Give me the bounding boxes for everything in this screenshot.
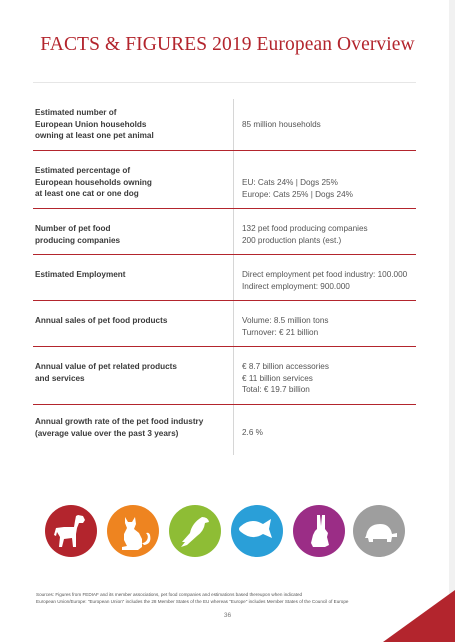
value-line: € 8.7 billion accessories [242,362,329,371]
column-divider [233,209,234,254]
bird-icon [169,505,221,557]
fact-value [242,177,418,200]
fish-icon [231,505,283,557]
label-line: producing companies [35,235,121,245]
value-line: 2.6 % [242,428,263,437]
value-line: Turnover: € 21 billion [242,327,319,337]
page-title: FACTS & FIGURES 2019 European Overview [40,34,415,55]
sources-line: Sources: Figures from FEDIAF and its member associations, pet food companies and estimations based thereupon when indicated [36,592,303,597]
value-line: Direct employment pet food industry: 100.000 [242,270,408,279]
column-divider [233,405,234,455]
value-line: Volume: 8.5 million tons [242,316,329,325]
value-line: € 11 billion services [242,373,313,383]
fact-row-related-value [33,347,416,405]
fact-value [242,315,418,338]
value-line: Indirect employment: 900.000 [242,281,350,291]
label-line: owning at least one pet animal [35,131,154,140]
fact-label [35,165,225,200]
title-rule [33,82,416,83]
fact-value [242,427,418,439]
label-line: European Union households [35,119,147,129]
column-divider [233,347,234,404]
fact-row-growth [33,405,416,455]
turtle-icon [353,505,405,557]
fact-label [35,107,225,142]
label-line: Annual sales of pet food products [35,316,168,325]
label-line: Estimated Employment [35,270,126,279]
value-line: 132 pet food producing companies [242,224,368,233]
page-number: 36 [223,612,232,619]
label-line: (average value over the past 3 years) [35,428,179,438]
column-divider [233,255,234,300]
label-line: at least one cat or one dog [35,189,139,198]
label-line: Annual growth rate of the pet food industry [35,417,204,426]
column-divider [233,99,234,150]
value-line: 200 production plants (est.) [242,235,342,245]
sources-footnote [36,592,416,605]
fact-label [35,416,225,439]
corner-decoration [375,590,455,642]
value-line: Europe: Cats 25% | Dogs 24% [242,189,353,199]
fact-label [35,223,225,246]
fact-value [242,223,418,246]
label-line: and services [35,373,85,383]
value-line: 85 million households [242,120,321,129]
facts-table [33,99,416,455]
column-divider [233,151,234,208]
dog-icon [45,505,97,557]
label-line: European households owning [35,177,152,187]
fact-value [242,119,418,131]
fact-row-sales [33,301,416,347]
fact-label [35,315,225,327]
rabbit-icon [293,505,345,557]
sources-line: European Union/Europe: "European Union" includes the 28 Member States of the EU whereas "Europe" includes Member States of the Council of Europe [36,598,349,604]
label-line: Number of pet food [35,224,111,233]
fact-label [35,269,225,281]
label-line: Estimated percentage of [35,166,131,175]
fact-value [242,361,418,396]
fact-row-employment [33,255,416,301]
column-divider [233,301,234,346]
cat-icon [107,505,159,557]
page-edge [449,0,455,642]
pet-icons [45,505,405,557]
fact-row-cat-dog-share [33,151,416,209]
fact-row-households [33,99,416,151]
value-line: Total: € 19.7 billion [242,385,310,394]
fact-label [35,361,225,384]
label-line: Annual value of pet related products [35,362,177,371]
fact-row-companies [33,209,416,255]
fact-value [242,269,418,292]
value-line: EU: Cats 24% | Dogs 25% [242,178,338,187]
label-line: Estimated number of [35,108,117,117]
